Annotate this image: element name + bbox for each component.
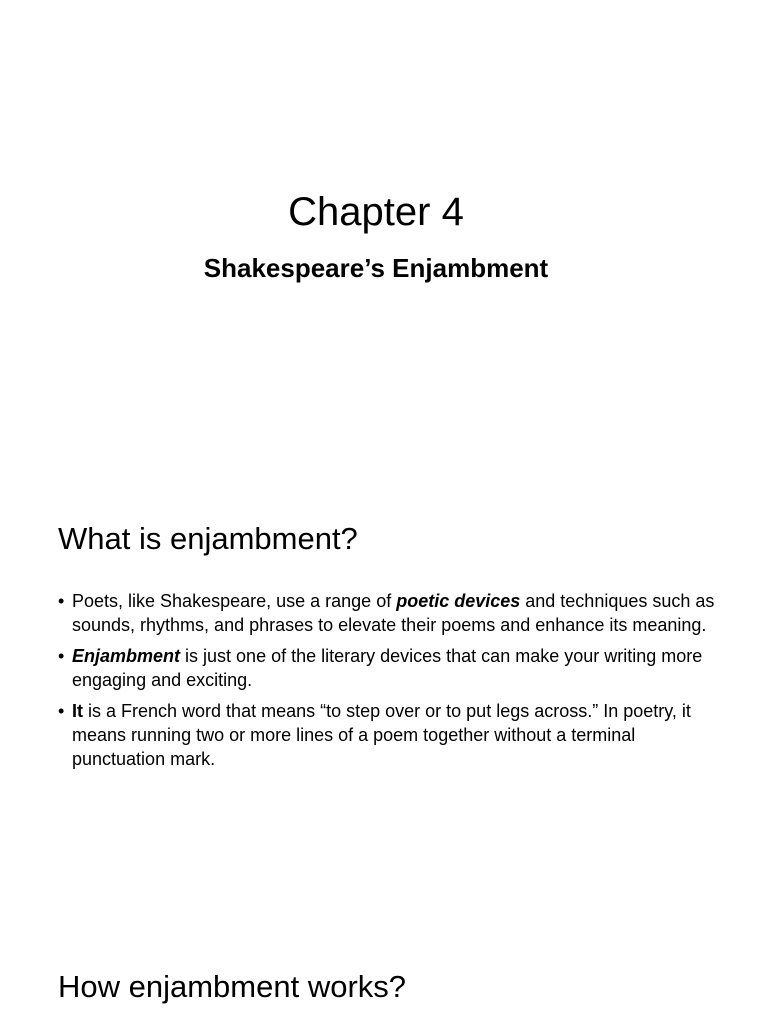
bullet-item — [58, 644, 718, 692]
bullet-list — [58, 589, 718, 778]
bullet-text: is a French word that means “to step over or to put legs across.” In poetry, it means running two or more lines of a poem together without a terminal punctuation mark. — [72, 701, 691, 769]
bullet-text: and techniques such as sounds, rhythms, and phrases to elevate their poems and enhance its meaning. — [72, 591, 715, 635]
bullet-marker: • — [58, 646, 65, 666]
definition-slide — [0, 500, 768, 924]
section-heading: What is enjambment? — [58, 521, 358, 556]
chapter-subtitle: Shakespeare’s Enjambment — [203, 253, 549, 283]
bullet-marker: • — [58, 701, 65, 721]
bullet-marker: • — [58, 591, 65, 611]
bullet-emphasis: It — [72, 701, 83, 721]
title-slide — [0, 0, 768, 500]
bullet-text: is just one of the literary devices that can make your writing more engaging and exciting. — [72, 646, 703, 690]
bullet-emphasis: poetic devices — [396, 591, 521, 611]
section-heading: How enjambment works? — [58, 969, 407, 1004]
chapter-title: Chapter 4 — [288, 190, 464, 234]
bullet-item — [58, 699, 718, 771]
bullet-text: Poets, like Shakespeare, use a range of — [72, 591, 397, 611]
bullet-emphasis: Enjambment — [72, 646, 181, 666]
bullet-item — [58, 589, 718, 637]
how-it-works-slide — [0, 924, 768, 1024]
